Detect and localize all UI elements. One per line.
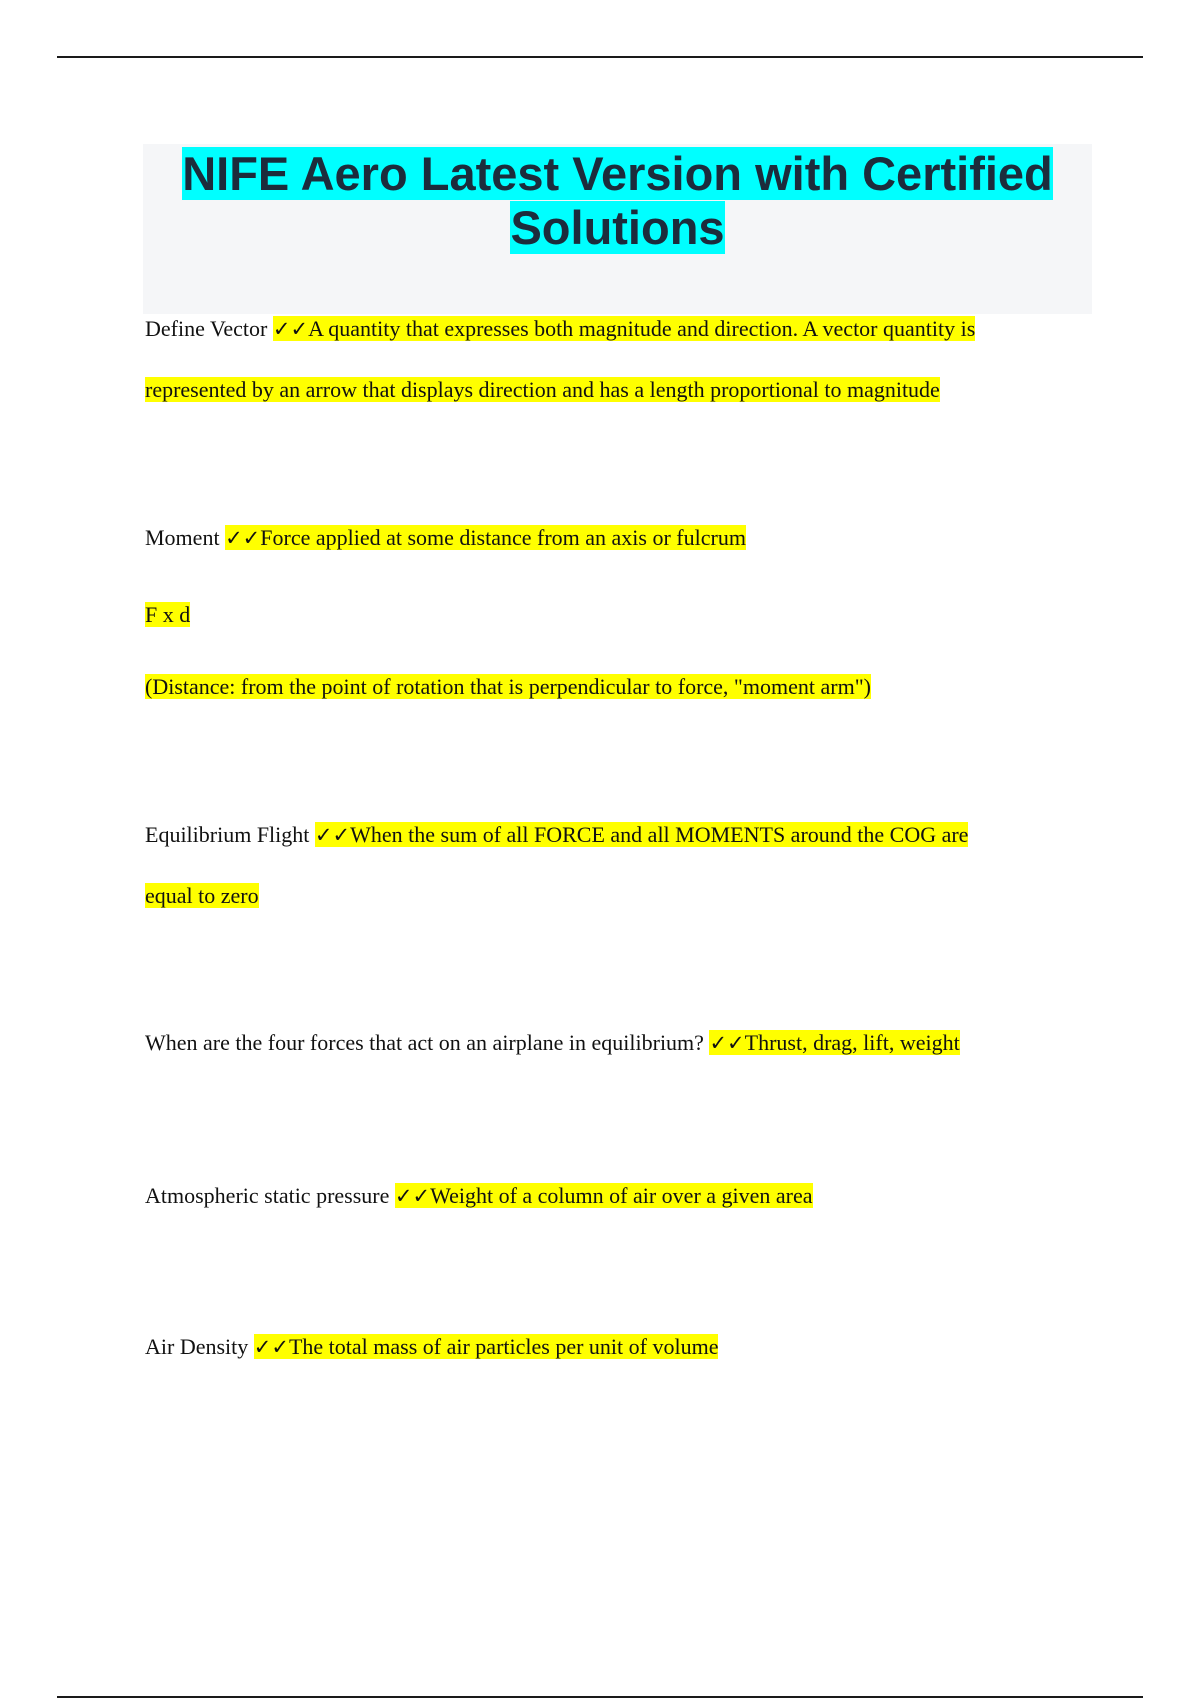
answer-text: equal to zero bbox=[145, 883, 259, 908]
answer-highlight bbox=[225, 525, 746, 550]
question-term: Define Vector bbox=[145, 316, 268, 341]
answer-text: F x d bbox=[145, 602, 191, 627]
qa-entry-moment bbox=[145, 523, 1075, 702]
answer-text: Weight of a column of air over a given area bbox=[430, 1183, 813, 1208]
qa-line bbox=[145, 1332, 1075, 1362]
question-term: Equilibrium Flight bbox=[145, 822, 310, 847]
title-panel bbox=[143, 144, 1092, 314]
answer-text: (Distance: from the point of rotation that is perpendicular to force, "moment arm") bbox=[145, 674, 872, 699]
qa-line bbox=[145, 523, 1075, 553]
bottom-rule bbox=[57, 1696, 1143, 1698]
double-check-icon: ✓✓ bbox=[253, 1335, 289, 1359]
answer-text: The total mass of air particles per unit of volume bbox=[288, 1334, 719, 1359]
answer-text: represented by an arrow that displays direction and has a length proportional to magnitude bbox=[145, 377, 940, 402]
title-line-2: Solutions bbox=[510, 201, 725, 254]
qa-line bbox=[145, 820, 1075, 850]
document-title bbox=[143, 144, 1092, 255]
answer-highlight bbox=[395, 1183, 813, 1208]
qa-line bbox=[145, 672, 1075, 702]
answer-text: A quantity that expresses both magnitude and direction. A vector quantity is bbox=[308, 316, 976, 341]
qa-entry-four-forces bbox=[145, 1028, 1075, 1058]
double-check-icon: ✓✓ bbox=[272, 317, 309, 341]
qa-line bbox=[145, 1028, 1075, 1058]
question-term: Air Density bbox=[145, 1334, 249, 1359]
double-check-icon: ✓✓ bbox=[394, 1184, 431, 1208]
question-term: Moment bbox=[145, 525, 220, 550]
qa-line bbox=[145, 881, 1075, 911]
qa-entry-air-density bbox=[145, 1332, 1075, 1362]
answer-highlight bbox=[254, 1334, 719, 1359]
question-term: When are the four forces that act on an airplane in equilibrium? bbox=[145, 1030, 704, 1055]
answer-highlight bbox=[273, 316, 975, 341]
qa-line bbox=[145, 1181, 1075, 1211]
answer-text: When the sum of all FORCE and all MOMENTS around the COG are bbox=[350, 822, 969, 847]
qa-line bbox=[145, 314, 1075, 344]
answer-text: Force applied at some distance from an axis or fulcrum bbox=[260, 525, 746, 550]
double-check-icon: ✓✓ bbox=[314, 823, 351, 847]
qa-line bbox=[145, 375, 1075, 405]
qa-line bbox=[145, 600, 1075, 630]
top-rule bbox=[57, 56, 1143, 58]
title-line-1: NIFE Aero Latest Version with Certified bbox=[182, 147, 1053, 200]
answer-text: Thrust, drag, lift, weight bbox=[744, 1030, 960, 1055]
qa-entry-static-pressure bbox=[145, 1181, 1075, 1211]
double-check-icon: ✓✓ bbox=[709, 1031, 745, 1055]
qa-entry-equilibrium bbox=[145, 820, 1075, 911]
answer-highlight bbox=[709, 1030, 959, 1055]
double-check-icon: ✓✓ bbox=[225, 526, 261, 550]
answer-highlight bbox=[315, 822, 969, 847]
qa-entry-vector bbox=[145, 314, 1075, 405]
question-term: Atmospheric static pressure bbox=[145, 1183, 390, 1208]
